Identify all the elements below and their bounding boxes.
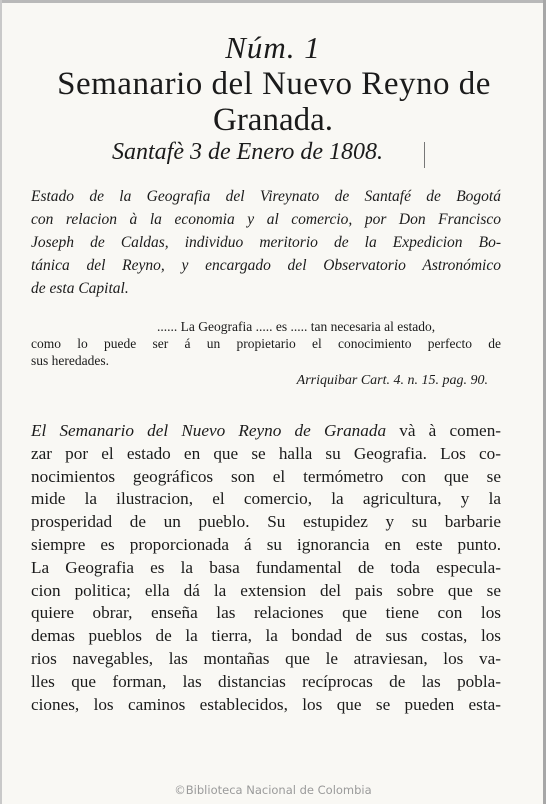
body-line: prosperidad de un pueblo. Su estupidez y su barbarie	[31, 512, 501, 532]
abstract-line: Estado de la Geografia del Vireynato de Santafé de Bogotá	[31, 188, 501, 205]
body-line: mide la ilustracion, el comercio, la agricultura, y la	[31, 489, 501, 509]
body-line: lles que forman, las distancias recíprocas de las pobla-	[31, 671, 501, 691]
body-line: cion politica; ella dá la extension del pais sobre que se	[31, 580, 501, 600]
body-line: nocimientos geográficos son el termómetro con que se	[31, 466, 501, 486]
article-abstract	[31, 185, 501, 300]
body-line: demas pueblos de la tierra, la bondad de sus costas, los	[31, 626, 501, 646]
abstract-line: tánica del Reyno, y encargado del Observatorio Astronómico	[31, 257, 501, 274]
body-line: siempre es proporcionada á su ignorancia en este punto.	[31, 534, 501, 554]
abstract-line: de esta Capital.	[31, 280, 129, 297]
publication-title-line-2: Granada.	[212, 102, 333, 138]
issue-number: Núm. 1	[225, 30, 321, 65]
body-line-rest: và à comen-	[386, 421, 502, 440]
abstract-line: Joseph de Caldas, individuo meritorio de la Expedicion Bo-	[31, 234, 501, 251]
body-line	[31, 420, 501, 443]
viewer-frame-top	[0, 0, 546, 3]
dateline: Santafè 3 de Enero de 1808.	[112, 139, 384, 165]
publication-title-line-1: Semanario del Nuevo Reyno de	[57, 66, 491, 102]
epigraph	[31, 318, 501, 369]
body-line: zar por el estado en que se halla su Geografia. Los co-	[31, 443, 501, 463]
body-line: quiere obrar, enseña las relaciones que tiene con los	[31, 603, 501, 623]
copyright-credit: ©Biblioteca Nacional de Colombia	[174, 783, 372, 797]
epigraph-line: como lo puede ser á un propietario el conocimiento perfecto de	[31, 336, 501, 351]
body-italic-title: El Semanario del Nuevo Reyno de Granada	[31, 421, 387, 440]
body-line: ciones, los caminos establecidos, los que se pueden esta-	[31, 694, 501, 714]
article-body	[31, 420, 501, 716]
epigraph-line: ...... La Geografia ..... es ..... tan necesaria al estado,	[157, 319, 436, 334]
margin-rule	[424, 142, 425, 168]
epigraph-citation: Arriquibar Cart. 4. n. 15. pag. 90.	[296, 373, 488, 388]
epigraph-line: sus heredades.	[31, 353, 109, 368]
body-line: La Geografia es la basa fundamental de toda especula-	[31, 557, 501, 577]
body-line: rios navegables, las montañas que le atraviesan, los va-	[31, 648, 501, 668]
abstract-line: con relacion à la economia y al comercio, por Don Francisco	[31, 211, 501, 228]
